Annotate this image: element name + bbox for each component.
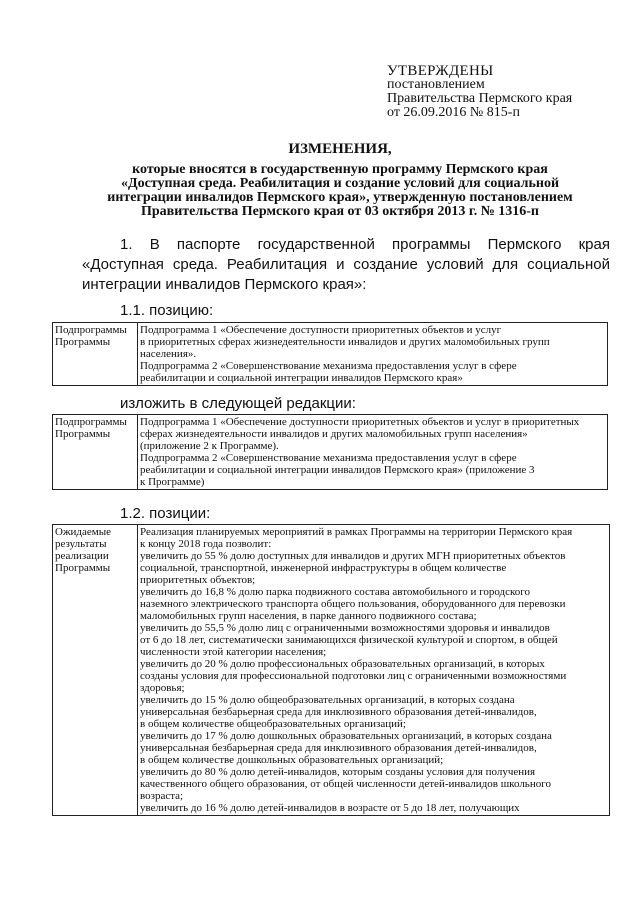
table2-key: Подпрограммы Программы <box>53 415 138 490</box>
item-1-1-label: 1.1. позицию: <box>120 302 214 319</box>
table3-line: увеличить до 55,5 % долю лиц с ограниченными возможностями здоровья и инвалидов <box>140 622 550 634</box>
approval-stamp <box>387 64 627 120</box>
table1-line: реабилитации и социальной интеграции инвалидов Пермского края» <box>140 372 463 384</box>
table3-line: увеличить до 55 % долю доступных для инвалидов и других МГН приоритетных объектов <box>140 550 566 562</box>
item-1-2-label: 1.2. позиции: <box>120 505 211 522</box>
table1-line: населения». <box>140 348 197 360</box>
document-subtitle <box>60 163 620 219</box>
document-title: ИЗМЕНЕНИЯ, <box>288 141 392 157</box>
table-new-subprograms <box>52 414 608 490</box>
restate-label: изложить в следующей редакции: <box>120 395 356 412</box>
subtitle-line-3: интеграции инвалидов Пермского края», утвержденную постановлением <box>107 190 573 205</box>
table3-line: увеличить до 20 % долю профессиональных образовательных организаций, в которых <box>140 658 545 670</box>
table1-line: в приоритетных сферах жизнедеятельности инвалидов и других маломобильных групп <box>140 336 550 348</box>
subtitle-line-2: «Доступная среда. Реабилитация и создание условий для социальной <box>120 176 560 191</box>
table3-line: увеличить до 16,8 % долю парка подвижного состава автомобильного и городского <box>140 586 531 598</box>
table3-line: в общем количестве дошкольных образовательных организаций; <box>140 754 444 766</box>
table3-line: наземного электрического транспорта общего пользования, оборудованного для перевозки <box>140 598 566 610</box>
table2-line: Подпрограмма 2 «Совершенствование механизма предоставления услуг в сфере <box>140 452 517 464</box>
table3-line: увеличить до 80 % долю детей-инвалидов, которым созданы условия для получения <box>140 766 536 778</box>
table3-line: социальной, транспортной, инженерной инфраструктуры в общем количестве <box>140 562 507 574</box>
table-old-subprograms <box>52 322 608 386</box>
table3-key: Ожидаемые результаты реализации Программы <box>53 525 138 816</box>
table3-line: к концу 2018 года позволит: <box>140 538 272 550</box>
table3-line: универсальная безбарьерная среда для инклюзивного образования детей-инвалидов, <box>140 706 537 718</box>
approval-line-2: постановлением <box>387 77 485 92</box>
approval-line-1: УТВЕРЖДЕНЫ <box>387 63 494 79</box>
table3-line: здоровья; <box>140 682 185 694</box>
table2-line: Подпрограмма 1 «Обеспечение доступности приоритетных объектов и услуг в приоритетных <box>140 416 580 428</box>
table3-line: увеличить до 15 % долю общеобразовательных организаций, в которых создана <box>140 694 515 706</box>
table3-line: качественного общего образования, от общей численности детей-инвалидов школьного <box>140 778 551 790</box>
subtitle-line-1: которые вносятся в государственную программу Пермского края <box>132 162 548 177</box>
subtitle-line-4: Правительства Пермского края от 03 октября 2013 г. № 1316-п <box>140 204 539 219</box>
table3-value <box>138 525 610 816</box>
table1-line: Подпрограмма 2 «Совершенствование механизма предоставления услуг в сфере <box>140 360 517 372</box>
table3-line: численности этой категории населения; <box>140 646 327 658</box>
approval-line-4: от 26.09.2016 № 815-п <box>387 105 520 120</box>
table2-line: реабилитации и социальной интеграции инвалидов Пермского края» (приложение 3 <box>140 464 535 476</box>
table3-line: от 6 до 18 лет, систематически занимающихся физической культурой и спортом, в общей <box>140 634 558 646</box>
approval-line-3: Правительства Пермского края <box>387 91 573 106</box>
table3-line: универсальная безбарьерная среда для инклюзивного образования детей-инвалидов, <box>140 742 537 754</box>
table2-line: сферах жизнедеятельности инвалидов и других маломобильных групп населения» <box>140 428 528 440</box>
table3-line: маломобильных групп населения, в парке данного подвижного состава; <box>140 610 477 622</box>
table1-line: Подпрограмма 1 «Обеспечение доступности приоритетных объектов и услуг <box>140 324 502 336</box>
table2-line: (приложение 2 к Программе). <box>140 440 279 452</box>
paragraph-1: 1. В паспорте государственной программы Пермского края «Доступная среда. Реабилитация и создание условий для социальной интеграции инвалидов Пермского края»: <box>82 236 610 293</box>
table3-line: Реализация планируемых мероприятий в рамках Программы на территории Пермского края <box>140 526 573 538</box>
table2-line: к Программе) <box>140 476 205 488</box>
table3-line: в общем количестве общеобразовательных организаций; <box>140 718 406 730</box>
table3-line: увеличить до 17 % долю дошкольных образовательных организаций, в которых создана <box>140 730 552 742</box>
table-expected-results <box>52 524 610 816</box>
table1-key: Подпрограммы Программы <box>53 323 138 386</box>
table3-line: приоритетных объектов; <box>140 574 256 586</box>
table3-line: увеличить до 16 % долю детей-инвалидов в возрасте от 5 до 18 лет, получающих <box>140 802 520 814</box>
table2-value <box>138 415 608 490</box>
table3-line: возраста; <box>140 790 184 802</box>
table3-line: созданы условия для профессиональной подготовки лиц с ограниченными возможностями <box>140 670 567 682</box>
table1-value <box>138 323 608 386</box>
